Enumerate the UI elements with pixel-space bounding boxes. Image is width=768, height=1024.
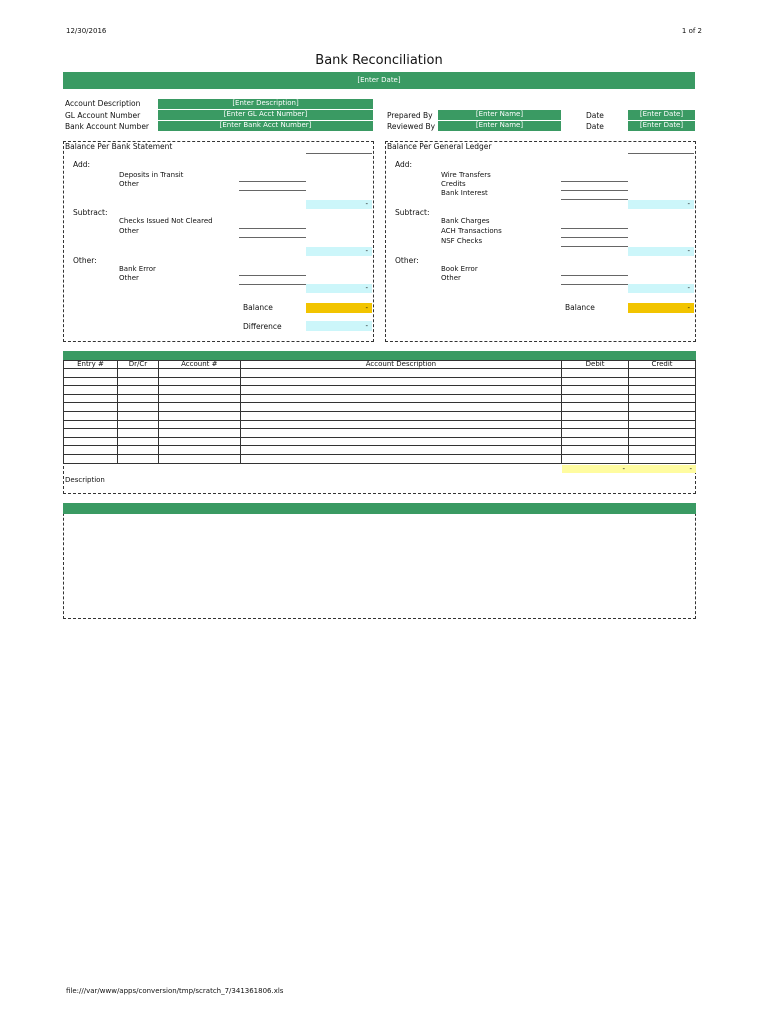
bank-subtract-item-other: Other	[119, 227, 139, 235]
column-header-account: Account #	[158, 361, 240, 369]
gl-account-label: GL Account Number	[65, 111, 141, 120]
table-row	[64, 369, 696, 378]
table-cell[interactable]	[240, 429, 561, 438]
table-cell[interactable]	[240, 454, 561, 463]
prepared-date-label: Date	[586, 111, 604, 120]
description-label: Description	[65, 476, 105, 484]
reviewed-date-field[interactable]: [Enter Date]	[628, 121, 695, 131]
table-row	[64, 454, 696, 463]
table-cell[interactable]	[117, 437, 158, 446]
table-cell[interactable]	[158, 386, 240, 395]
table-row	[64, 437, 696, 446]
gl-add-line-1	[561, 181, 628, 182]
table-cell[interactable]	[562, 394, 629, 403]
table-cell[interactable]	[629, 377, 696, 386]
notes-header-bar	[63, 503, 696, 514]
table-cell[interactable]	[64, 437, 118, 446]
bank-add-item-deposits: Deposits in Transit	[119, 171, 184, 179]
gl-add-label: Add:	[395, 160, 413, 169]
gl-add-line-2	[561, 190, 628, 191]
notes-panel[interactable]	[63, 503, 696, 619]
table-cell[interactable]	[629, 429, 696, 438]
journal-entry-header-bar	[63, 351, 696, 360]
table-cell[interactable]	[562, 377, 629, 386]
gl-subtract-item-nsf: NSF Checks	[441, 237, 483, 245]
table-cell[interactable]	[562, 403, 629, 412]
page-info: 1 of 2	[681, 27, 702, 35]
bank-add-item-other: Other	[119, 180, 139, 188]
table-cell[interactable]	[240, 403, 561, 412]
table-cell[interactable]	[562, 420, 629, 429]
column-header-credit: Credit	[629, 361, 696, 369]
table-cell[interactable]	[64, 411, 118, 420]
file-path: file:///var/www/apps/conversion/tmp/scratch_7/341361806.xls	[66, 987, 284, 995]
table-cell[interactable]	[240, 394, 561, 403]
column-header-entry: Entry #	[64, 361, 118, 369]
table-cell[interactable]	[64, 377, 118, 386]
gl-other-line-2	[561, 284, 628, 285]
bank-other-item-error: Bank Error	[119, 265, 156, 273]
account-description-field[interactable]: [Enter Description]	[158, 99, 373, 109]
table-cell[interactable]	[64, 403, 118, 412]
gl-balance-label: Balance	[565, 303, 595, 312]
bank-other-item-other: Other	[119, 274, 139, 282]
reviewed-date-label: Date	[586, 122, 604, 131]
bank-account-label: Bank Account Number	[65, 122, 150, 131]
table-cell[interactable]	[158, 377, 240, 386]
difference-value: -	[306, 321, 372, 331]
gl-other-line-1	[561, 275, 628, 276]
table-cell[interactable]	[117, 446, 158, 455]
bank-subtract-item-checks: Checks Issued Not Cleared	[119, 217, 213, 225]
table-cell[interactable]	[629, 386, 696, 395]
table-cell[interactable]	[240, 369, 561, 378]
table-cell[interactable]	[158, 420, 240, 429]
table-cell[interactable]	[117, 411, 158, 420]
table-row	[64, 377, 696, 386]
bank-add-line-2	[239, 190, 306, 191]
table-cell[interactable]	[117, 429, 158, 438]
bank-subtract-line-1	[239, 228, 306, 229]
gl-other-label: Other:	[395, 256, 419, 265]
table-cell[interactable]	[240, 411, 561, 420]
table-cell[interactable]	[562, 411, 629, 420]
table-row	[64, 446, 696, 455]
table-cell[interactable]	[64, 446, 118, 455]
account-description-label: Account Description	[65, 99, 141, 108]
bank-subtract-total: -	[306, 247, 372, 256]
table-cell[interactable]	[629, 437, 696, 446]
table-cell[interactable]	[562, 429, 629, 438]
prepared-date-field[interactable]: [Enter Date]	[628, 110, 695, 120]
gl-other-item-error: Book Error	[441, 265, 478, 273]
table-cell[interactable]	[64, 420, 118, 429]
table-row	[64, 420, 696, 429]
table-cell[interactable]	[629, 454, 696, 463]
table-cell[interactable]	[158, 369, 240, 378]
table-row	[64, 394, 696, 403]
table-cell[interactable]	[158, 454, 240, 463]
gl-subtract-line-1	[561, 228, 628, 229]
bank-balance-value: -	[306, 303, 372, 313]
prepared-by-field[interactable]: [Enter Name]	[438, 110, 561, 120]
table-row	[64, 403, 696, 412]
table-cell[interactable]	[629, 446, 696, 455]
bank-add-total: -	[306, 200, 372, 209]
gl-subtract-item-ach: ACH Transactions	[441, 227, 502, 235]
table-cell[interactable]	[562, 437, 629, 446]
table-row	[64, 411, 696, 420]
reviewed-by-label: Reviewed By	[387, 122, 436, 131]
gl-balance-line	[628, 153, 694, 154]
journal-entry-table	[63, 360, 696, 464]
gl-other-total: -	[628, 284, 694, 293]
table-cell[interactable]	[117, 386, 158, 395]
table-cell[interactable]	[240, 377, 561, 386]
table-cell[interactable]	[240, 386, 561, 395]
gl-add-line-3	[561, 199, 628, 200]
table-cell[interactable]	[117, 454, 158, 463]
gl-add-total: -	[628, 200, 694, 209]
table-cell[interactable]	[240, 437, 561, 446]
table-cell[interactable]	[64, 386, 118, 395]
table-cell[interactable]	[64, 429, 118, 438]
table-cell[interactable]	[64, 394, 118, 403]
bank-balance-label: Balance	[243, 303, 273, 312]
table-cell[interactable]	[64, 454, 118, 463]
general-ledger-heading: Balance Per General Ledger	[387, 142, 492, 151]
table-cell[interactable]	[158, 411, 240, 420]
table-cell[interactable]	[562, 454, 629, 463]
table-cell[interactable]	[240, 446, 561, 455]
bank-subtract-label: Subtract:	[73, 208, 108, 217]
gl-add-item-interest: Bank Interest	[441, 189, 488, 197]
gl-add-item-credits: Credits	[441, 180, 466, 188]
gl-add-item-wire: Wire Transfers	[441, 171, 491, 179]
table-cell[interactable]	[64, 369, 118, 378]
gl-subtract-line-3	[561, 246, 628, 247]
bank-other-line-2	[239, 284, 306, 285]
debit-total: -	[562, 465, 629, 473]
table-row	[64, 429, 696, 438]
column-header-debit: Debit	[562, 361, 629, 369]
table-cell[interactable]	[240, 420, 561, 429]
gl-other-item-other: Other	[441, 274, 461, 282]
table-cell[interactable]	[562, 386, 629, 395]
table-cell[interactable]	[562, 446, 629, 455]
column-header-description: Account Description	[240, 361, 561, 369]
table-cell[interactable]	[117, 377, 158, 386]
print-date: 12/30/2016	[66, 27, 107, 35]
column-header-drcr: Dr/Cr	[117, 361, 158, 369]
table-cell[interactable]	[117, 403, 158, 412]
prepared-by-label: Prepared By	[387, 111, 433, 120]
table-cell[interactable]	[629, 394, 696, 403]
bank-other-label: Other:	[73, 256, 97, 265]
difference-label: Difference	[243, 322, 282, 331]
table-cell[interactable]	[158, 429, 240, 438]
bank-subtract-line-2	[239, 237, 306, 238]
table-cell[interactable]	[629, 420, 696, 429]
table-row	[64, 386, 696, 395]
table-cell[interactable]	[158, 437, 240, 446]
date-bar[interactable]: [Enter Date]	[63, 72, 695, 89]
gl-subtract-label: Subtract:	[395, 208, 430, 217]
gl-subtract-line-2	[561, 237, 628, 238]
gl-account-field[interactable]: [Enter GL Acct Number]	[158, 110, 373, 120]
bank-add-label: Add:	[73, 160, 91, 169]
table-cell[interactable]	[629, 403, 696, 412]
reviewed-by-field[interactable]: [Enter Name]	[438, 121, 561, 131]
table-cell[interactable]	[158, 446, 240, 455]
table-cell[interactable]	[117, 394, 158, 403]
table-cell[interactable]	[117, 420, 158, 429]
table-cell[interactable]	[629, 369, 696, 378]
bank-other-line-1	[239, 275, 306, 276]
table-cell[interactable]	[158, 394, 240, 403]
gl-subtract-total: -	[628, 247, 694, 256]
bank-statement-balance-line	[306, 153, 372, 154]
page-title: Bank Reconciliation	[315, 53, 443, 68]
bank-account-field[interactable]: [Enter Bank Acct Number]	[158, 121, 373, 131]
table-cell[interactable]	[117, 369, 158, 378]
credit-total: -	[629, 465, 696, 473]
bank-statement-heading: Balance Per Bank Statement	[65, 142, 173, 151]
gl-subtract-item-charges: Bank Charges	[441, 217, 490, 225]
table-cell[interactable]	[562, 369, 629, 378]
gl-balance-value: -	[628, 303, 694, 313]
bank-other-total: -	[306, 284, 372, 293]
table-cell[interactable]	[158, 403, 240, 412]
bank-add-line-1	[239, 181, 306, 182]
table-cell[interactable]	[629, 411, 696, 420]
